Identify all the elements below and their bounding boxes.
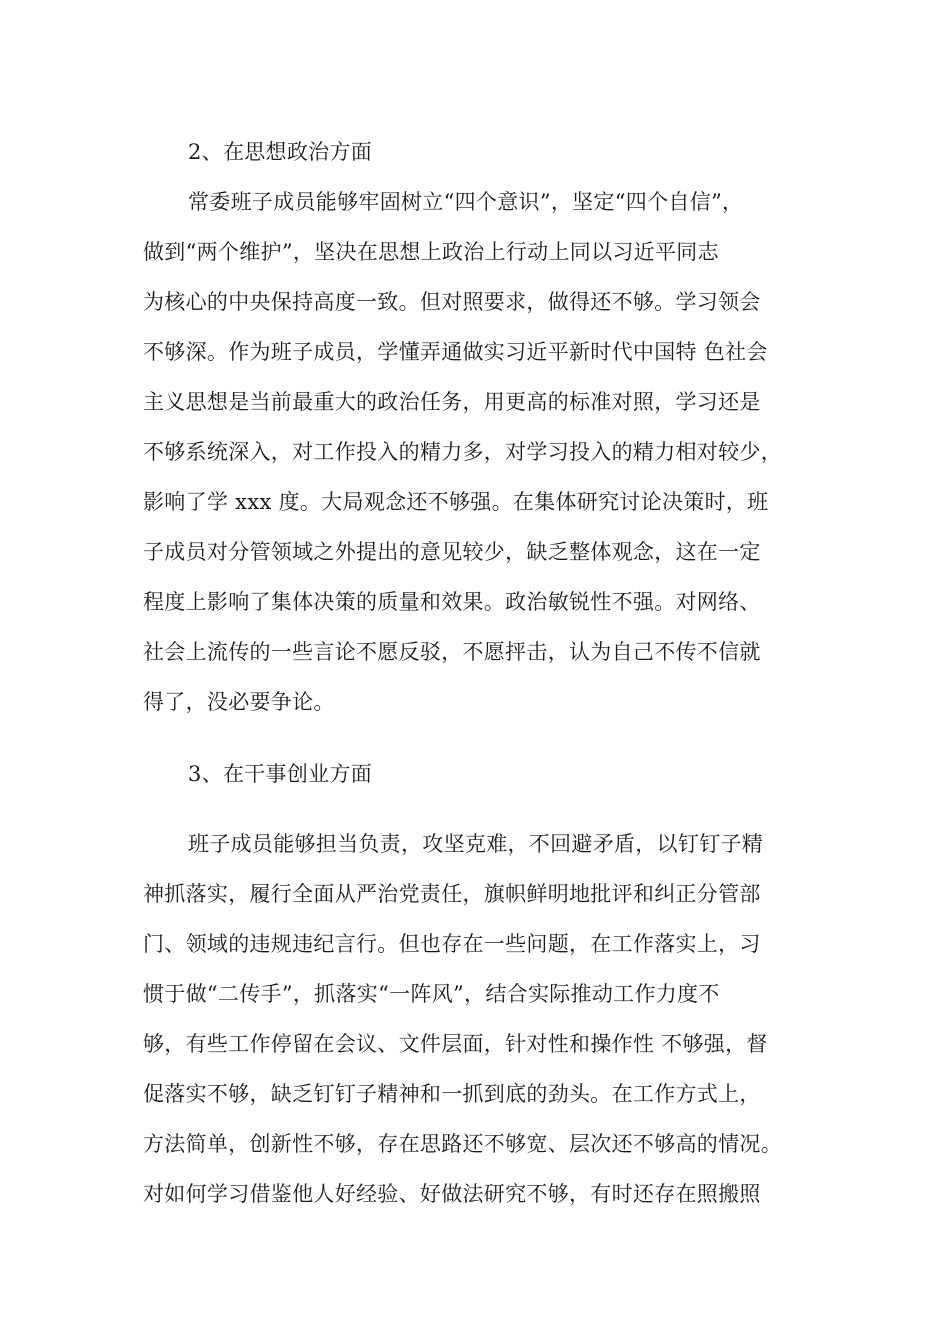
section-3-line-4: 惯于做“二传手”，抓落实“一阵风”，结合实际推动工作力度不 bbox=[143, 982, 720, 1006]
section-2-line-3: 为核心的中央保持高度一致。但对照要求，做得还不够。学习领会 bbox=[143, 290, 761, 314]
section-2-line-2: 做到“两个维护”，坚决在思想上政治上行动上同以习近平同志 bbox=[143, 240, 719, 264]
section-3-heading: 3、在干事创业方面 bbox=[188, 762, 373, 786]
section-2-line-9: 程度上影响了集体决策的质量和效果。政治敏锐性不强。对网络、 bbox=[143, 590, 761, 614]
section-2-line-8: 子成员对分管领域之外提出的意见较少，缺乏整体观念，这在一定 bbox=[143, 540, 761, 564]
section-2-line-1: 常委班子成员能够牢固树立“四个意识”，坚定“四个自信”， bbox=[188, 190, 744, 214]
section-3-line-2: 神抓落实，履行全面从严治党责任，旗帜鲜明地批评和纠正分管部 bbox=[143, 882, 761, 906]
section-2-line-5: 主义思想是当前最重大的政治任务，用更高的标准对照，学习还是 bbox=[143, 390, 761, 414]
section-2-line-4: 不够深。作为班子成员，学懂弄通做实习近平新时代中国特 色社会 bbox=[143, 340, 768, 364]
section-3-line-7: 方法简单，创新性不够，存在思路还不够宽、层次还不够高的情况。 bbox=[143, 1132, 782, 1156]
section-3-line-8: 对如何学习借鉴他人好经验、好做法研究不够，有时还存在照搬照 bbox=[143, 1182, 761, 1206]
section-2-heading: 2、在思想政治方面 bbox=[188, 140, 373, 164]
section-3-line-6: 促落实不够，缺乏钉钉子精神和一抓到底的劲头。在工作方式上， bbox=[143, 1082, 761, 1106]
section-2-line-11: 得了，没必要争论。 bbox=[143, 690, 335, 714]
section-2-line-10: 社会上流传的一些言论不愿反驳，不愿抨击，认为自己不传不信就 bbox=[143, 640, 761, 664]
section-3-line-3: 门、领域的违规违纪言行。但也存在一些问题，在工作落实上，习 bbox=[143, 932, 761, 956]
section-3-line-5: 够，有些工作停留在会议、文件层面，针对性和操作性 不够强，督 bbox=[143, 1032, 768, 1056]
section-2-line-7: 影响了学 xxx 度。大局观念还不够强。在集体研究讨论决策时，班 bbox=[143, 490, 769, 514]
section-3-line-1: 班子成员能够担当负责，攻坚克难，不回避矛盾，以钉钉子精 bbox=[188, 832, 764, 856]
section-2-line-6: 不够系统深入，对工作投入的精力多，对学习投入的精力相对较少， bbox=[143, 440, 782, 464]
